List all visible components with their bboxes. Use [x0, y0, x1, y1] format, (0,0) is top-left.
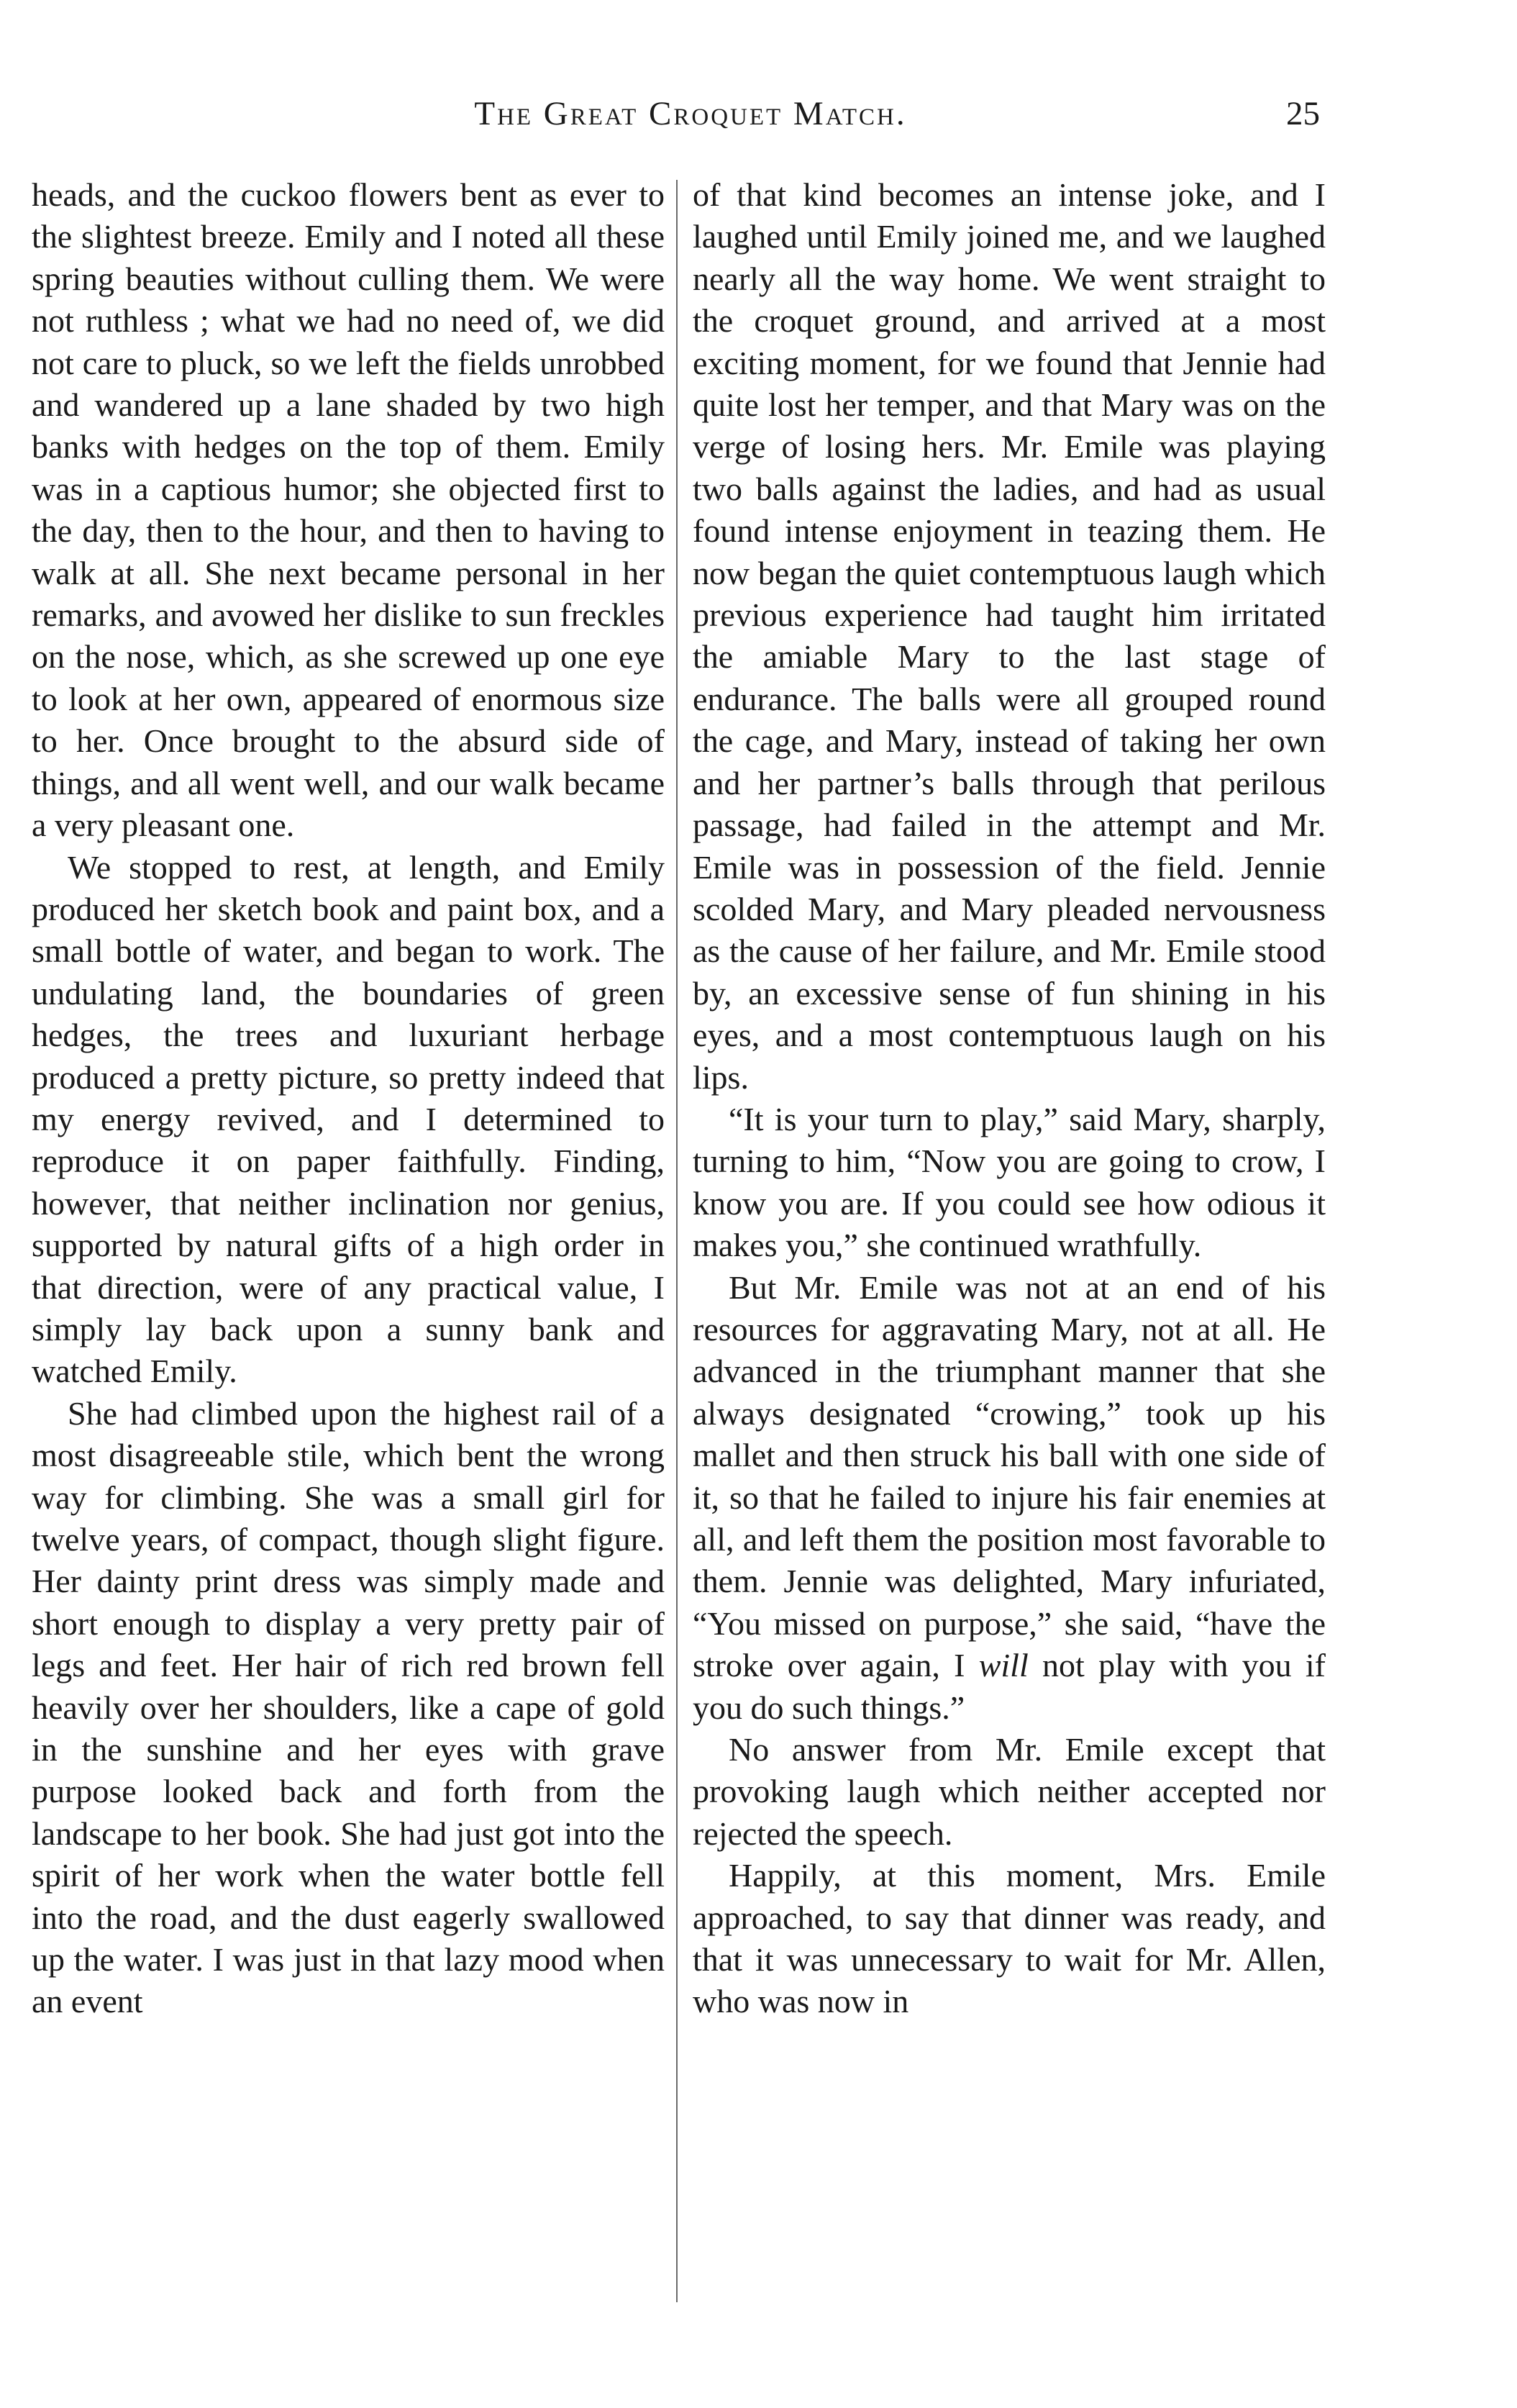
text-run: not play with you if you do such things.” — [693, 1647, 1326, 1726]
paragraph: She had climbed upon the highest rail of a most disagreeable stile, which bent the wrong way for climbing. She was a small girl for twelve years, of compact, though slight figure. Her dainty print dress was simply made and short enough to display a very pretty pair of legs and feet. Her hair of rich red brown fell heavily over her shoulders, like a cape of gold in the sunshine and her eyes with grave purpose looked back and forth from the landscape to her book. She had just got into the spirit of her work when the water bottle fell into the road, and the dust eagerly swallowed up the water. I was just in that lazy mood when an event — [32, 1394, 665, 2020]
chapter-title: The Great Croquet Match. — [474, 95, 907, 132]
emphasized-word: will — [978, 1647, 1029, 1684]
paragraph — [693, 1267, 1326, 1729]
page-number: 25 — [1286, 95, 1320, 132]
paragraph-continued: of that kind becomes an intense joke, and I laughed until Emily joined me, and we laughed nearly all the way home. We went straight to the croquet ground, and arrived at a most exciting moment, for we found that Jennie had quite lost her temper, and that Mary was on the verge of losing hers. Mr. Emile was playing two balls against the ladies, and had as usual found intense enjoyment in teazing them. He now began the quiet contemptuous laugh which previous experience had taught him irritated the amiable Mary to the last stage of endurance. The balls were all grouped round the cage, and Mary, instead of taking her own and her partner’s balls through that perilous passage, had failed in the attempt and Mr. Emile was in possession of the field. Jennie scolded Mary, and Mary pleaded nervousness as the cause of her failure, and Mr. Emile stood by, an excessive sense of fun shining in his eyes, and a most contemptuous laugh on his lips. — [693, 176, 1326, 1096]
running-head — [0, 92, 1517, 142]
paragraph: We stopped to rest, at length, and Emily produced her sketch book and paint box, and a small bottle of water, and began to work. The undulating land, the boundaries of green hedges, the trees and luxuriant herbage produced a pretty picture, so pretty indeed that my energy revived, and I determined to reproduce it on paper faithfully. Finding, however, that neither inclination nor genius, supported by natural gifts of a high order in that direction, were of any practical value, I simply lay back upon a sunny bank and watched Emily. — [32, 848, 665, 1390]
paragraph: Happily, at this moment, Mrs. Emile approached, to say that dinner was ready, and that it was unnecessary to wait for Mr. Allen, who was now in — [693, 1857, 1326, 2020]
paragraph-continued: heads, and the cuckoo flowers bent as ever to the slightest breeze. Emily and I noted all these spring beauties without culling them. We were not ruthless ; what we had no need of, we did not care to pluck, so we left the fields unrobbed and wandered up a lane shaded by two high banks with hedges on the top of them. Emily was in a captious humor; she objected first to the day, then to the hour, and then to having to walk at all. She next became personal in her remarks, and avowed her dislike to sun freckles on the nose, which, as she screwed up one eye to look at her own, appeared of enormous size to her. Once brought to the absurd side of things, and all went well, and our walk became a very pleasant one. — [32, 176, 665, 844]
column-divider — [676, 180, 678, 2302]
right-column — [693, 174, 1326, 2023]
paragraph: No answer from Mr. Emile except that provoking laugh which neither accepted nor rejected the speech. — [693, 1731, 1326, 1852]
left-column — [32, 174, 665, 2023]
paragraph: “It is your turn to play,” said Mary, sharply, turning to him, “Now you are going to crow, I know you are. If you could see how odious it makes you,” she continued wrathfully. — [693, 1100, 1326, 1264]
text-run: But Mr. Emile was not at an end of his resources for aggravating Mary, not at all. He advanced in the triumphant manner that she always designated “crowing,” took up his mallet and then struck his ball with one side of it, so that he failed to injure his fair enemies at all, and left them the position most favorable to them. Jennie was delighted, Mary infuriated, “You missed on purpose,” she said, “have the stroke over again, I — [693, 1268, 1326, 1684]
